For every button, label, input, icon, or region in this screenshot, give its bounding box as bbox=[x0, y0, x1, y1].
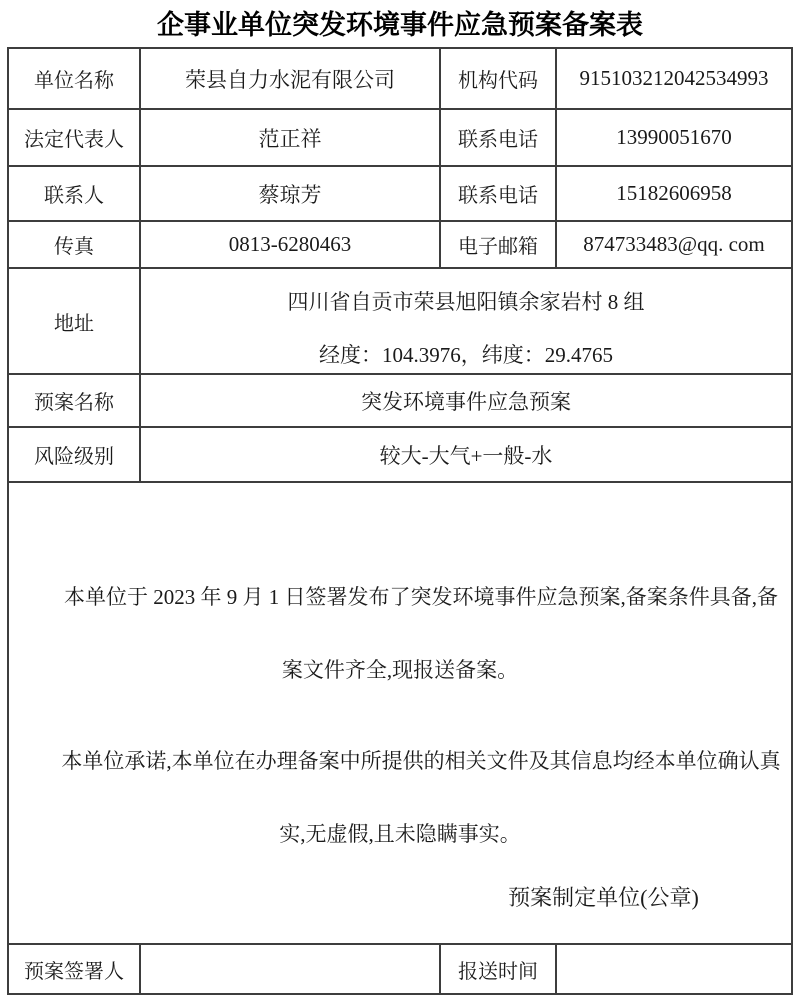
plan-name-value: 突发环境事件应急预案 bbox=[140, 374, 792, 427]
table-row-fax-email bbox=[8, 221, 792, 268]
contact-phone-label: 联系电话 bbox=[440, 166, 556, 221]
email-label: 电子邮箱 bbox=[440, 221, 556, 268]
seal-line: 预案制定单位(公章) bbox=[508, 885, 699, 910]
address-text: 四川省自贡市荣县旭阳镇余家岩村 8 组 bbox=[287, 290, 645, 314]
table-row-address bbox=[8, 268, 792, 374]
contact-label: 联系人 bbox=[8, 166, 140, 221]
table-row-unit-name bbox=[8, 48, 792, 109]
table-row-contact bbox=[8, 166, 792, 221]
table-row-declaration bbox=[8, 482, 792, 944]
declaration-paragraph-2: 本单位承诺,本单位在办理备案中所提供的相关文件及其信息均经本单位确认真实,无虚假,且未隐瞒事实。 bbox=[61, 749, 781, 846]
unit-name-value: 荣县自力水泥有限公司 bbox=[140, 48, 440, 109]
address-label: 地址 bbox=[8, 268, 140, 374]
submit-time-value bbox=[556, 944, 792, 994]
legal-rep-phone-value: 13990051670 bbox=[556, 109, 792, 166]
fax-label: 传真 bbox=[8, 221, 140, 268]
submit-time-label: 报送时间 bbox=[440, 944, 556, 994]
contact-value: 蔡琼芳 bbox=[140, 166, 440, 221]
email-value: 874733483@qq. com bbox=[556, 221, 792, 268]
table-row-footer bbox=[8, 944, 792, 994]
unit-name-label: 单位名称 bbox=[8, 48, 140, 109]
declaration-paragraph-1: 本单位于 2023 年 9 月 1 日签署发布了突发环境事件应急预案,备案条件具备,备案文件齐全,现报送备案。 bbox=[64, 585, 778, 682]
org-code-value: 915103212042534993 bbox=[556, 48, 792, 109]
declaration-cell bbox=[8, 482, 792, 944]
signer-label: 预案签署人 bbox=[8, 944, 140, 994]
plan-name-label: 预案名称 bbox=[8, 374, 140, 427]
page-title: 企事业单位突发环境事件应急预案备案表 bbox=[157, 10, 643, 41]
address-value-cell bbox=[140, 268, 792, 374]
risk-level-value: 较大-大气+一般-水 bbox=[140, 427, 792, 482]
table-row-plan-name bbox=[8, 374, 792, 427]
legal-rep-label: 法定代表人 bbox=[8, 109, 140, 166]
risk-level-label: 风险级别 bbox=[8, 427, 140, 482]
legal-rep-phone-label: 联系电话 bbox=[440, 109, 556, 166]
table-row-legal-rep bbox=[8, 109, 792, 166]
org-code-label: 机构代码 bbox=[440, 48, 556, 109]
signer-value bbox=[140, 944, 440, 994]
filing-table bbox=[7, 47, 793, 995]
table-row-risk-level bbox=[8, 427, 792, 482]
fax-value: 0813-6280463 bbox=[140, 221, 440, 268]
address-coordinates: 经度：104.3976，纬度：29.4765 bbox=[319, 343, 613, 367]
legal-rep-value: 范正祥 bbox=[140, 109, 440, 166]
contact-phone-value: 15182606958 bbox=[556, 166, 792, 221]
